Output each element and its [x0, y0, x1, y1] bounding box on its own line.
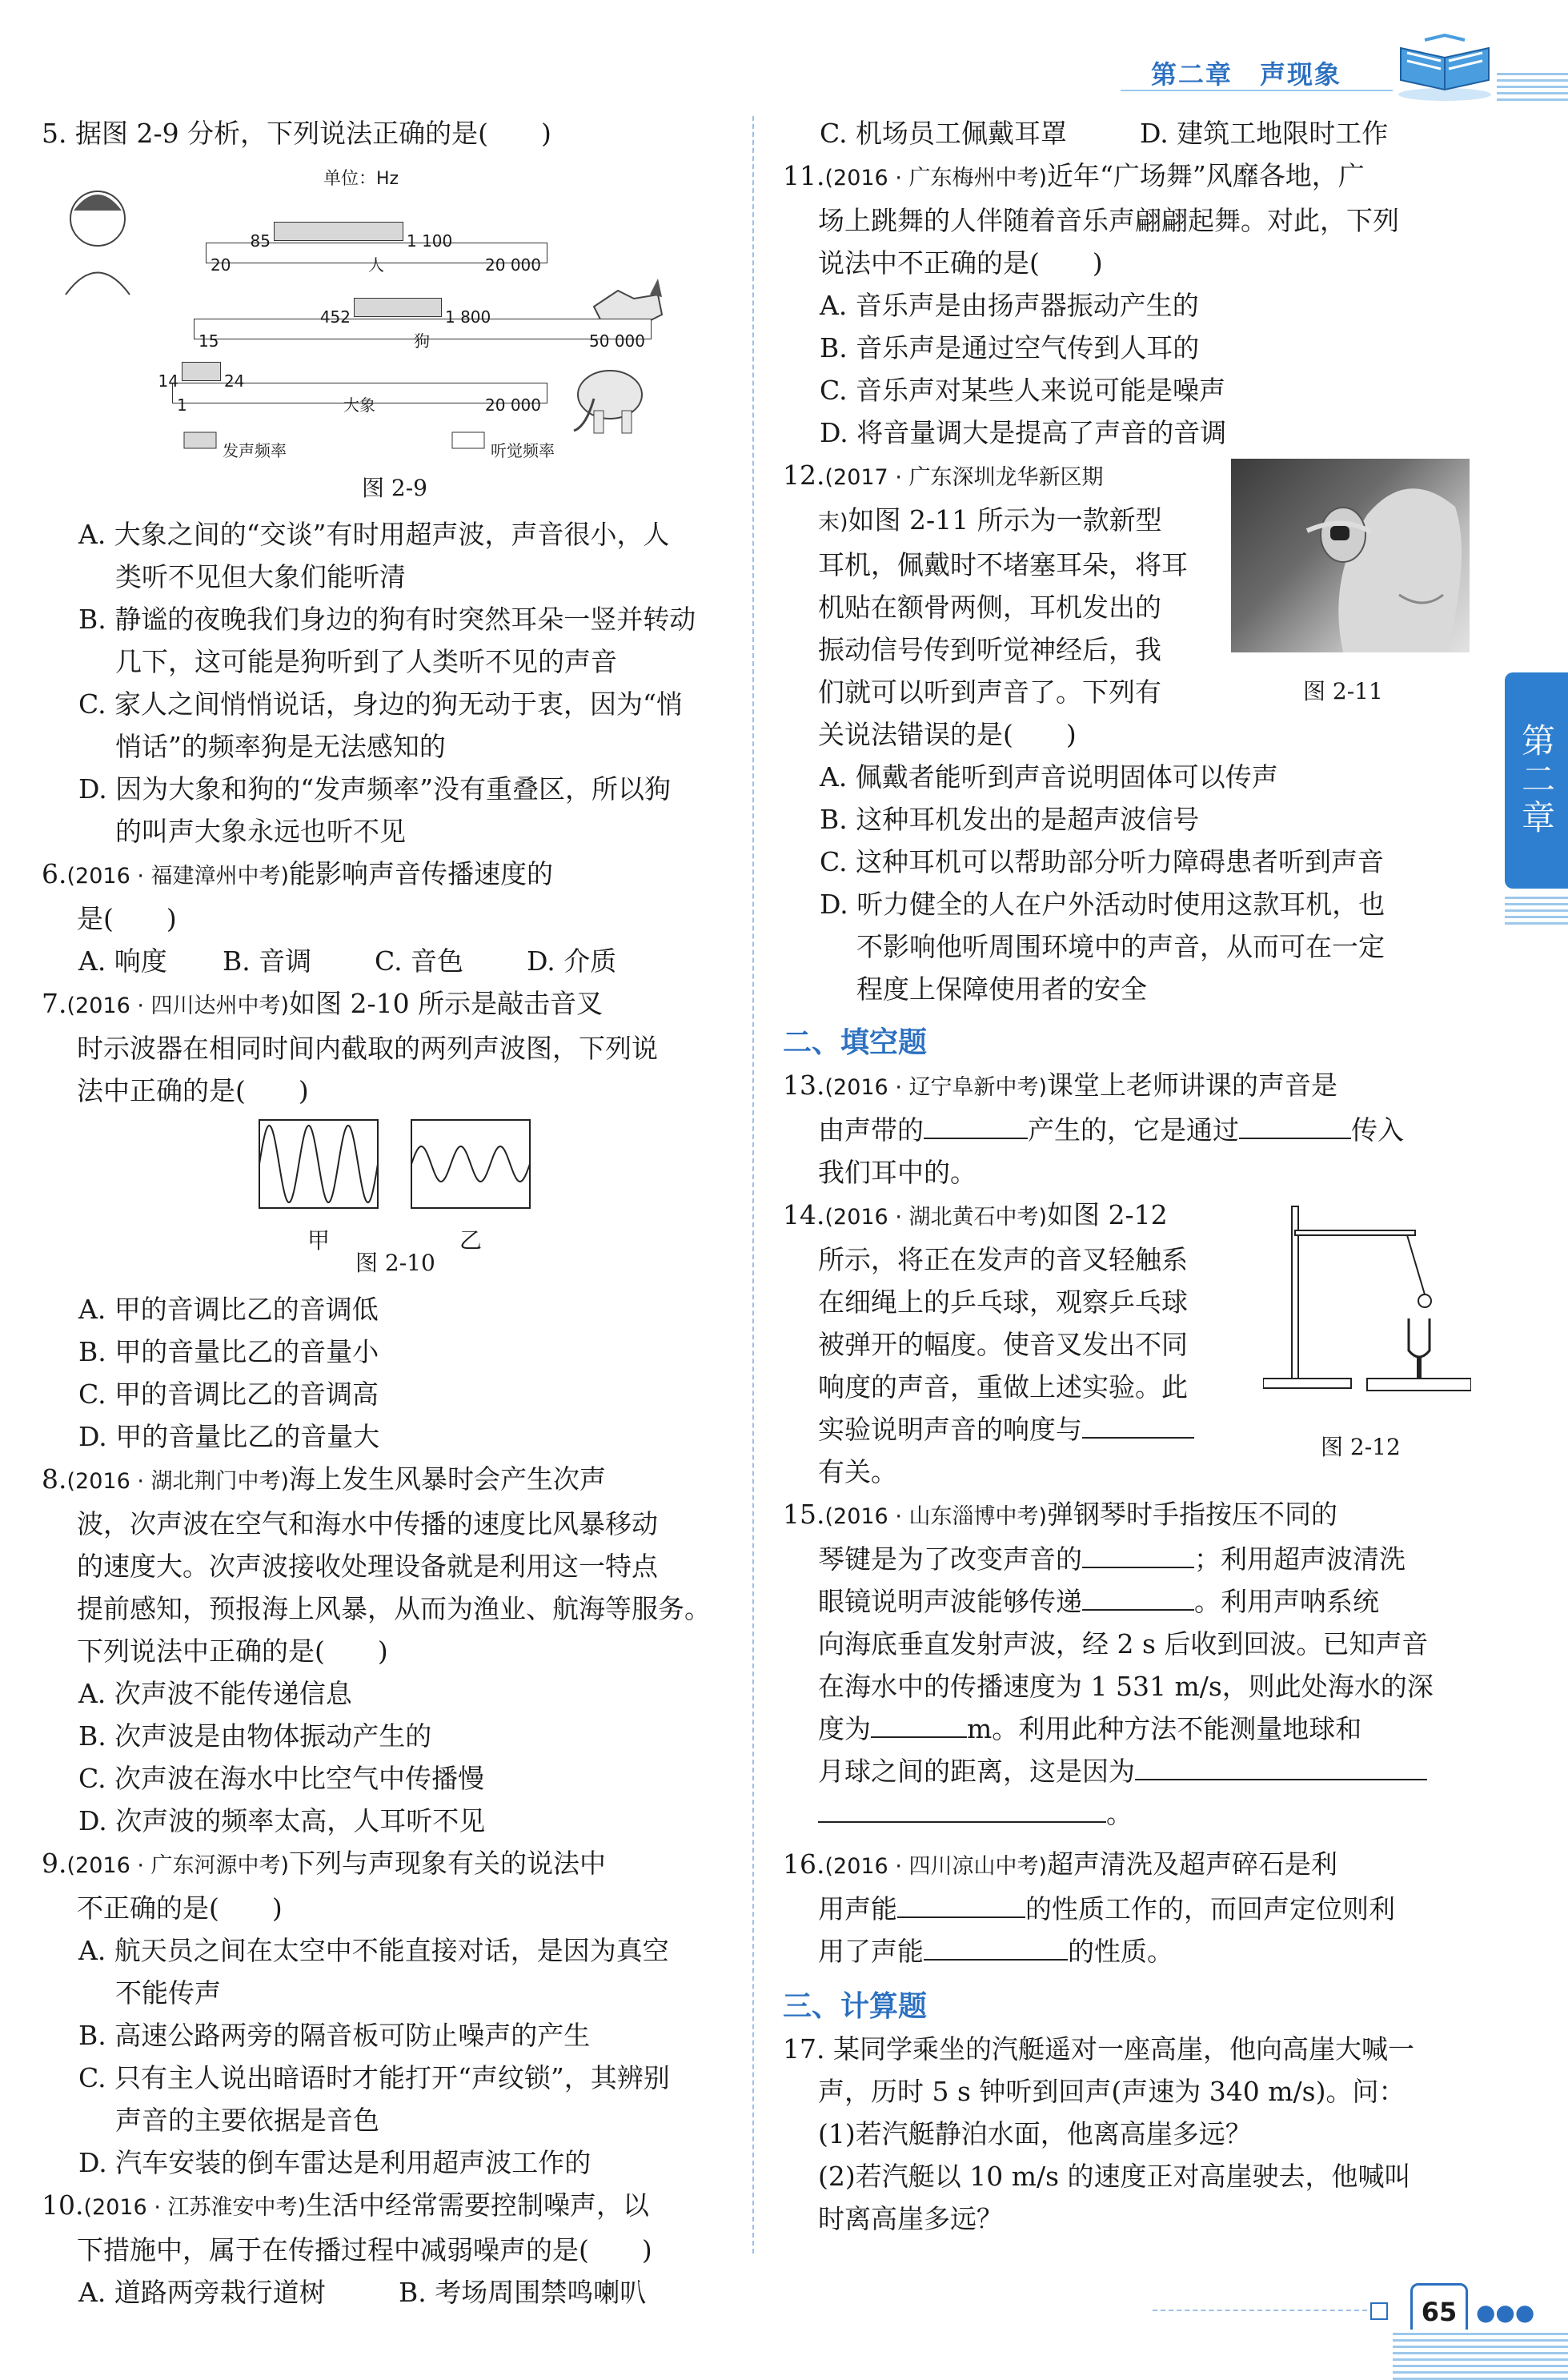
- q13-source: (2016 · 辽宁阜新中考): [824, 1075, 1048, 1100]
- q11-stem-2: 场上跳舞的人伴随着音乐声翩翩起舞。对此，下列: [818, 205, 1399, 236]
- q17-stem-2: 声，历时 5 s 钟听到回声(声速为 340 m/s)。问：: [818, 2076, 1406, 2107]
- q12-stem-7: 关说法错误的是( ): [818, 719, 1077, 750]
- q8-option-d: D. 次声波的频率太高，人耳听不见: [78, 1805, 486, 1836]
- page-number: 65: [1410, 2283, 1468, 2341]
- q9-option-a2: 不能传声: [115, 1977, 221, 2009]
- q12-option-d1: D. 听力健全的人在户外活动时使用这款耳机，也: [820, 889, 1386, 920]
- q16-stem: [783, 1843, 1471, 1888]
- q8-stem-5: 下列说法中正确的是( ): [77, 1635, 388, 1667]
- q15-blank-5[interactable]: [818, 1797, 1106, 1823]
- q5-option-a2: 类听不见但大象们能听清: [115, 561, 406, 592]
- header-stripes: [1497, 69, 1568, 101]
- footer-stripes: [1393, 2330, 1568, 2380]
- q9-option-b: B. 高速公路两旁的隔音板可防止噪声的产生: [78, 2020, 591, 2051]
- q6-number: 6.: [42, 858, 67, 889]
- q13-stem-3: 我们耳中的。: [818, 1157, 976, 1188]
- column-divider: [752, 116, 754, 2254]
- q14-stem-2: 所示，将正在发声的音叉轻触系: [818, 1244, 1188, 1275]
- q10-stem-2: 下措施中，属于在传播过程中减弱噪声的是( ): [77, 2234, 652, 2266]
- q10-stem: [42, 2184, 730, 2229]
- q6-source: (2016 · 福建漳州中考): [66, 864, 290, 889]
- q16-text-3b: 的性质。: [1068, 1936, 1173, 1967]
- q5-option-a1: A. 大象之间的“交谈”有时用超声波，声音很小，人: [78, 519, 670, 550]
- q7-stem-3: 法中正确的是( ): [77, 1075, 309, 1106]
- q10-options-ab: [42, 2271, 730, 2314]
- q11-option-a: A. 音乐声是由扬声器振动产生的: [820, 290, 1199, 321]
- q12-stem-3: 耳机，佩戴时不堵塞耳朵，将耳: [818, 549, 1188, 580]
- q16-stem-text: 超声清洗及超声碎石是利: [1047, 1848, 1338, 1880]
- q5-option-c2: 悄话”的频率狗是无法感知的: [115, 731, 446, 762]
- fig-2-11-photo: [1231, 459, 1470, 652]
- q8-option-b: B. 次声波是由物体振动产生的: [78, 1720, 432, 1752]
- q15-stem-text: 弹钢琴时手指按压不同的: [1047, 1499, 1338, 1530]
- section-calculation-title: 三、计算题: [783, 1990, 928, 2023]
- q13-stem-text: 课堂上老师讲课的声音是: [1047, 1070, 1338, 1101]
- voice-min-label-3: 14: [158, 371, 178, 391]
- q9-option-c2: 声音的主要依据是音色: [115, 2105, 379, 2136]
- book-icon: [1393, 32, 1497, 107]
- q6-option-a: A. 响度: [78, 945, 167, 977]
- q15-blank-4[interactable]: [1135, 1755, 1427, 1780]
- q15-stem-8: [783, 1792, 1471, 1835]
- q12-stem-6: 们就可以听到声音了。下列有: [818, 676, 1161, 708]
- q13-stem-2: [783, 1109, 1471, 1151]
- q13-text-a: 由声带的: [818, 1114, 924, 1146]
- q6-option-c: C. 音色: [375, 945, 464, 977]
- voice-range-bar-3: [182, 362, 221, 381]
- q15-stem-3: [783, 1580, 1471, 1623]
- q15-text-6a: 度为: [818, 1713, 871, 1744]
- q15-stem-5: 在海水中的传播速度为 1 531 m/s，则此处海水的深: [818, 1671, 1434, 1702]
- chapter-header-title: 第二章 声现象: [1151, 59, 1342, 90]
- q17-part-1: (1)若汽艇静泊水面，他离高崖多远？: [818, 2118, 1252, 2149]
- q10-source: (2016 · 江苏淮安中考): [83, 2195, 307, 2220]
- q8-stem-4: 提前感知，预报海上风暴，从而为渔业、航海等服务。: [77, 1593, 711, 1624]
- q7-stem-text: 如图 2-10 所示是敲击音叉: [289, 988, 604, 1019]
- q10-option-a: A. 道路两旁栽行道树: [78, 2277, 326, 2308]
- q11-number: 11.: [783, 160, 825, 191]
- q15-text-6b: m。利用此种方法不能测量地球和: [967, 1713, 1362, 1744]
- q7-source: (2016 · 四川达州中考): [66, 993, 290, 1018]
- voice-range-bar-1: [274, 222, 403, 241]
- q6-stem: [42, 853, 730, 897]
- hear-max-label-3: 20 000: [485, 395, 541, 415]
- q7-option-b: B. 甲的音量比乙的音量小: [78, 1336, 379, 1367]
- side-tab-stripes: [1505, 893, 1568, 925]
- q5-option-b2: 几下，这可能是狗听到了人类听不见的声音: [115, 646, 617, 677]
- header-line: [1121, 90, 1393, 91]
- q13-text-c: 传入: [1351, 1114, 1404, 1146]
- chapter-side-tab: 第二章: [1505, 672, 1568, 889]
- q16-stem-2: [783, 1888, 1471, 1930]
- animal-name-label-3: 大象: [343, 395, 375, 415]
- q11-option-d: D. 将音量调大是提高了声音的音调: [820, 417, 1227, 448]
- q10-option-c: C. 机场员工佩戴耳罩: [820, 118, 1068, 149]
- fig-2-12-caption: 图 2-12: [1321, 1434, 1401, 1460]
- q14-stem-4: 被弹开的幅度。使音叉发出不同: [818, 1329, 1188, 1360]
- footer-square-icon: [1370, 2302, 1388, 2320]
- footer-dots: ●●●: [1476, 2299, 1535, 2326]
- q9-number: 9.: [42, 1848, 67, 1879]
- q14-stem-5: 响度的声音，重做上述实验。此: [818, 1371, 1188, 1403]
- voice-range-bar-2: [354, 298, 442, 317]
- fig-2-10-caption: 图 2-10: [355, 1250, 435, 1276]
- fig-2-10-label-b: 乙: [459, 1227, 483, 1254]
- q11-stem: [783, 155, 1471, 199]
- figure-2-12: [1263, 1198, 1471, 1423]
- q12-option-c: C. 这种耳机可以帮助部分听力障碍患者听到声音: [820, 846, 1385, 877]
- fig-2-11-caption: 图 2-11: [1303, 678, 1383, 704]
- q15-blank-1[interactable]: [1082, 1543, 1194, 1568]
- q8-stem-3: 的速度大。次声波接收处理设备就是利用这一特点: [77, 1551, 658, 1582]
- voice-min-label-1: 85: [250, 231, 271, 251]
- q9-stem-2: 不正确的是( ): [77, 1892, 283, 1924]
- q9-source: (2016 · 广东河源中考): [66, 1853, 290, 1878]
- q8-option-a: A. 次声波不能传递信息: [78, 1678, 352, 1709]
- q16-text-2b: 的性质工作的，而回声定位则利: [1025, 1893, 1395, 1924]
- q7-stem-2: 时示波器在相同时间内截取的两列声波图，下列说: [77, 1033, 658, 1064]
- figure-2-11: [1231, 459, 1470, 652]
- q15-text-2b: ；利用超声波清洗: [1194, 1543, 1406, 1575]
- q17-part-2b: 时离高崖多远？: [818, 2203, 1003, 2234]
- q15-source: (2016 · 山东淄博中考): [824, 1504, 1048, 1529]
- elephant-illustration: [574, 371, 642, 433]
- q8-stem-text: 海上发生风暴时会产生次声: [289, 1463, 607, 1495]
- q6-stem-2: 是( ): [77, 903, 177, 934]
- q13-stem: [783, 1064, 1471, 1109]
- q10-number: 10.: [42, 2189, 84, 2221]
- fig-2-10-label-a: 甲: [307, 1227, 331, 1254]
- q7-stem: [42, 982, 730, 1027]
- q8-stem: [42, 1458, 730, 1503]
- q8-number: 8.: [42, 1463, 67, 1495]
- q14-text-6: 实验说明声音的响度与: [818, 1414, 1082, 1445]
- q5-option-d1: D. 因为大象和狗的“发声频率”没有重叠区，所以狗: [78, 773, 672, 805]
- q5-option-c1: C. 家人之间悄悄说话，身边的狗无动于衷，因为“悄: [78, 688, 683, 720]
- animal-name-label-2: 狗: [414, 331, 430, 351]
- q15-text-2a: 琴键是为了改变声音的: [818, 1543, 1082, 1575]
- fig-2-9-caption: 图 2-9: [362, 475, 427, 501]
- figure-2-9: [42, 155, 730, 501]
- q9-option-d: D. 汽车安装的倒车雷达是利用超声波工作的: [78, 2147, 592, 2178]
- q12-source-2: 末): [818, 510, 848, 535]
- q10-options-cd: [783, 112, 1471, 155]
- q8-option-c: C. 次声波在海水中比空气中传播慢: [78, 1763, 485, 1794]
- q12-source: (2017 · 广东深圳龙华新区期: [824, 465, 1104, 490]
- q16-blank-2[interactable]: [924, 1935, 1068, 1961]
- q12-option-d3: 程度上保障使用者的安全: [856, 973, 1147, 1005]
- section-fill-blank-title: 二、填空题: [783, 1026, 928, 1059]
- q15-number: 15.: [783, 1499, 825, 1530]
- q9-option-a1: A. 航天员之间在太空中不能直接对话，是因为真空: [78, 1935, 669, 1966]
- q15-text-7: 月球之间的距离，这是因为: [818, 1756, 1135, 1787]
- fig-2-9-legend-voice: 发声频率: [223, 441, 287, 460]
- hear-min-label-1: 20: [211, 255, 231, 275]
- q12-option-d2: 不影响他听周围环境中的声音，从而可在一定: [856, 931, 1385, 962]
- q11-stem-text: 近年“广场舞”风靡各地，广: [1047, 160, 1365, 191]
- hear-max-label-2: 50 000: [589, 331, 645, 351]
- q12-stem-text: 如图 2-11 所示为一款新型: [848, 504, 1162, 536]
- q15-blank-2[interactable]: [1082, 1585, 1194, 1611]
- q7-option-a: A. 甲的音调比乙的音调低: [78, 1294, 379, 1325]
- q7-number: 7.: [42, 988, 67, 1019]
- q14-block: [783, 1194, 1471, 1493]
- q16-number: 16.: [783, 1848, 825, 1880]
- footer-line: [1153, 2310, 1367, 2313]
- q7-option-c: C. 甲的音调比乙的音调高: [78, 1379, 379, 1410]
- q14-stem-7: 有关。: [818, 1456, 897, 1487]
- animal-name-label-1: 人: [368, 255, 384, 275]
- q5-option-b1: B. 静谧的夜晚我们身边的狗有时突然耳朵一竖并转动: [78, 604, 696, 635]
- q14-number: 14.: [783, 1199, 825, 1230]
- q13-blank-2[interactable]: [1239, 1114, 1351, 1139]
- voice-max-label-1: 1 100: [407, 231, 453, 251]
- q12-stem-4: 机贴在额骨两侧，耳机发出的: [818, 592, 1161, 623]
- q13-number: 13.: [783, 1070, 825, 1101]
- hear-max-label-1: 20 000: [485, 255, 541, 275]
- left-column: [42, 112, 730, 2314]
- q13-text-b: 产生的，它是通过: [1028, 1114, 1239, 1146]
- q6-stem-text: 能影响声音传播速度的: [289, 858, 554, 889]
- q11-source: (2016 · 广东梅州中考): [824, 166, 1048, 191]
- q10-option-d: D. 建筑工地限时工作: [1140, 118, 1389, 149]
- q12-number: 12.: [783, 460, 825, 491]
- q6-option-b: B. 音调: [223, 945, 312, 977]
- q12-stem-5: 振动信号传到听觉神经后，我: [818, 634, 1161, 665]
- q16-source: (2016 · 四川凉山中考): [824, 1854, 1048, 1879]
- fig-2-9-legend-hear: 听觉频率: [491, 441, 555, 460]
- q16-blank-1[interactable]: [897, 1892, 1025, 1918]
- right-column: [783, 112, 1471, 2240]
- q10-stem-text: 生活中经常需要控制噪声，以: [306, 2189, 650, 2221]
- figure-2-10: [42, 1112, 730, 1276]
- q15-blank-3[interactable]: [871, 1712, 967, 1738]
- voice-max-label-3: 24: [224, 371, 245, 391]
- q16-stem-3: [783, 1930, 1471, 1973]
- q15-stem-2: [783, 1538, 1471, 1580]
- voice-min-label-2: 452: [319, 307, 351, 327]
- hear-min-label-3: 1: [177, 395, 187, 415]
- q14-stem-3: 在细绳上的乒乓球，观察乒乓球: [818, 1286, 1188, 1318]
- q5-option-d2: 的叫声大象永远也听不见: [115, 816, 406, 847]
- q15-stem-7: [783, 1750, 1471, 1792]
- q15-text-8: 。: [1106, 1798, 1133, 1829]
- voice-max-label-2: 1 800: [445, 307, 491, 327]
- q5-stem: 5. 据图 2-9 分析，下列说法正确的是( ): [42, 118, 551, 149]
- q15-text-3b: 。利用声呐系统: [1194, 1586, 1379, 1617]
- q15-stem-4: 向海底垂直发射声波，经 2 s 后收到回波。已知声音: [818, 1628, 1429, 1660]
- q6-option-d: D. 介质: [527, 945, 617, 977]
- q15-stem: [783, 1493, 1471, 1538]
- q10-option-b: B. 考场周围禁鸣喇叭: [399, 2277, 647, 2308]
- hear-min-label-2: 15: [199, 331, 219, 351]
- q13-blank-1[interactable]: [924, 1114, 1028, 1139]
- q8-source: (2016 · 湖北荆门中考): [66, 1469, 290, 1494]
- q9-option-c1: C. 只有主人说出暗语时才能打开“声纹锁”，其辨别: [78, 2062, 670, 2093]
- q11-stem-3: 说法中不正确的是( ): [818, 247, 1103, 279]
- q17-part-2a: (2)若汽艇以 10 m/s 的速度正对高崖驶去，他喊叫: [818, 2161, 1411, 2192]
- q9-stem-text: 下列与声现象有关的说法中: [289, 1848, 607, 1879]
- q12-block: [783, 454, 1471, 756]
- q15-stem-6: [783, 1708, 1471, 1750]
- q15-text-3a: 眼镜说明声波能够传递: [818, 1586, 1082, 1617]
- q6-options: [42, 940, 730, 982]
- q11-option-b: B. 音乐声是通过空气传到人耳的: [820, 332, 1200, 363]
- person-illustration: [66, 191, 130, 295]
- q14-blank[interactable]: [1082, 1413, 1194, 1439]
- q14-stem-text: 如图 2-12: [1047, 1199, 1168, 1230]
- q14-source: (2016 · 湖北黄石中考): [824, 1205, 1048, 1230]
- q9-stem: [42, 1842, 730, 1887]
- q16-text-3a: 用了声能: [818, 1936, 924, 1967]
- q11-option-c: C. 音乐声对某些人来说可能是噪声: [820, 375, 1226, 406]
- q7-option-d: D. 甲的音量比乙的音量大: [78, 1421, 380, 1452]
- q17-stem-1: 17. 某同学乘坐的汽艇遥对一座高崖，他向高崖大喊一: [783, 2033, 1414, 2065]
- q12-option-a: A. 佩戴者能听到声音说明固体可以传声: [820, 761, 1278, 793]
- fig-2-9-unit: 单位：Hz: [323, 169, 399, 189]
- q16-text-2a: 用声能: [818, 1893, 897, 1924]
- q12-option-b: B. 这种耳机发出的是超声波信号: [820, 804, 1200, 835]
- q8-stem-2: 波，次声波在空气和海水中传播的速度比风暴移动: [77, 1508, 658, 1539]
